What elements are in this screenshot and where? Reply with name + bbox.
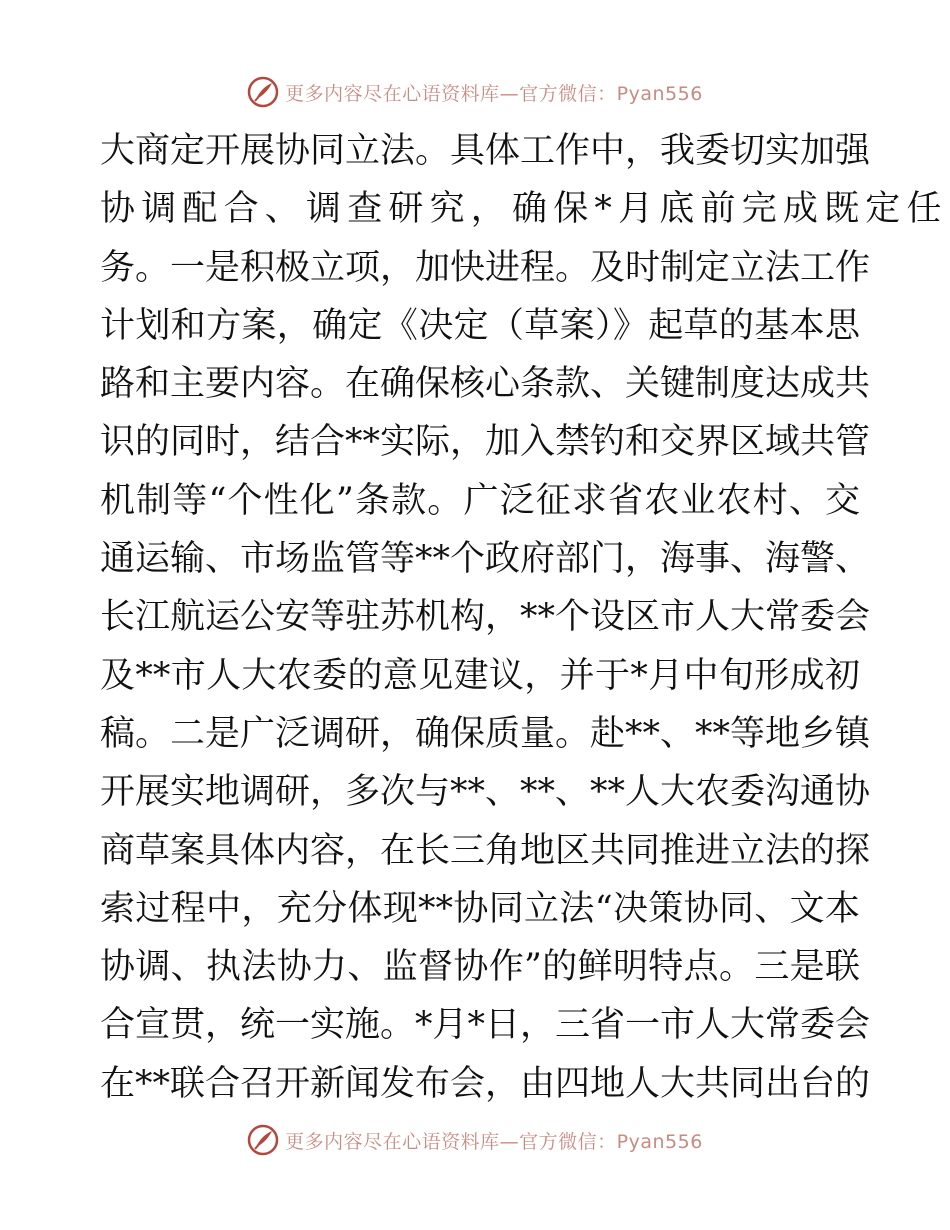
body-line: 务。一是积极立项，加快进程。及时制定立法工作 [100,247,871,288]
feather-pen-icon [247,1124,279,1156]
header-watermark [0,72,950,112]
body-line: 协调、执法协力、监督协作”的鲜明特点。三是联 [100,947,860,988]
body-line: 及**市人大农委的意见建议，并于*月中旬形成初 [100,655,860,696]
body-line: 在**联合召开新闻发布会，由四地人大共同出台的 [100,1063,871,1104]
body-line: 索过程中，充分体现**协同立法“决策协同、文本 [100,888,860,929]
body-line: 计划和方案，确定《决定（草案）》起草的基本思 [100,305,860,346]
footer-banner-text: 更多内容尽在心语资料库—官方微信：Pyan556 [285,1130,703,1153]
feather-pen-icon [247,76,279,108]
body-line: 协调配合、调查研究，确保*月底前完成既定任 [100,189,948,230]
document-body [100,122,948,1113]
body-line: 稿。二是广泛调研，确保质量。赴**、**等地乡镇 [100,713,871,754]
body-line: 大商定开展协同立法。具体工作中，我委切实加强 [100,131,871,171]
body-line: 商草案具体内容，在长三角地区共同推进立法的探 [100,830,871,871]
body-line: 路和主要内容。在确保核心条款、关键制度达成共 [100,364,871,405]
body-line: 通运输、市场监管等**个政府部门，海事、海警、 [100,539,871,580]
body-line: 合宣贯，统一实施。*月*日，三省一市人大常委会 [100,1005,871,1046]
footer-watermark [0,1120,950,1160]
body-line: 长江航运公安等驻苏机构，**个设区市人大常委会 [100,597,871,638]
header-banner-text: 更多内容尽在心语资料库—官方微信：Pyan556 [285,82,703,105]
body-line: 机制等“个性化”条款。广泛征求省农业农村、交 [100,480,860,521]
body-line: 开展实地调研，多次与**、**、**人大农委沟通协 [100,772,871,813]
body-line: 识的同时，结合**实际，加入禁钓和交界区域共管 [100,422,871,463]
